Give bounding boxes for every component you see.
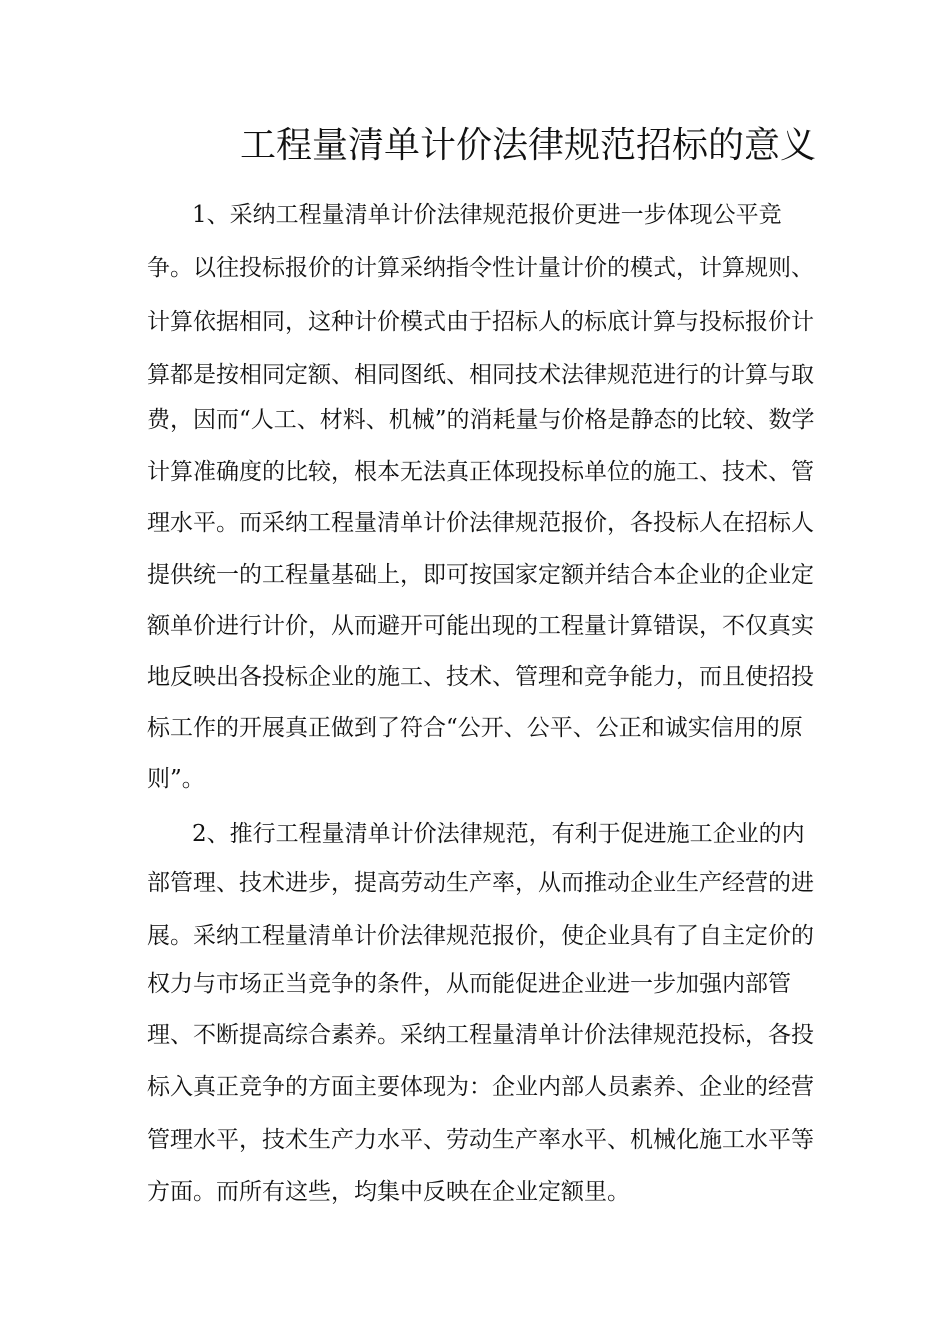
paragraph-2-line-4: 权力与市场正当竞争的条件，从而能促进企业进一步加强内部管 <box>147 971 791 997</box>
paragraph-2-line-3: 展。采纳工程量清单计价法律规范报价，使企业具有了自主定价的 <box>147 923 814 949</box>
paragraph-1-line-2: 争。以往投标报价的计算采纳指令性计量计价的模式，计算规则、 <box>147 255 814 281</box>
paragraph-1-line-7: 理水平。而采纳工程量清单计价法律规范报价，各投标人在招标人 <box>147 510 814 536</box>
paragraph-2-line-8: 方面。而所有这些，均集中反映在企业定额里。 <box>147 1179 630 1205</box>
paragraph-1-line-5: 费，因而“人工、材料、机械”的消耗量与价格是静态的比较、数学 <box>147 407 815 433</box>
paragraph-2-line-6: 标入真正竞争的方面主要体现为：企业内部人员素养、企业的经营 <box>147 1074 814 1100</box>
paragraph-2-line-7: 管理水平，技术生产力水平、劳动生产率水平、机械化施工水平等 <box>147 1127 814 1153</box>
paragraph-1-line-3: 计算依据相同，这种计价模式由于招标人的标底计算与投标报价计 <box>147 309 814 335</box>
paragraph-1-line-6: 计算准确度的比较，根本无法真正体现投标单位的施工、技术、管 <box>147 459 814 485</box>
page-title: 工程量清单计价法律规范招标的意义 <box>240 125 817 166</box>
paragraph-2-line-5: 理、不断提高综合素养。采纳工程量清单计价法律规范投标，各投 <box>147 1022 814 1048</box>
paragraph-2-line-1: 2、推行工程量清单计价法律规范，有利于促进施工企业的内 <box>192 821 805 847</box>
paragraph-1-line-4: 算都是按相同定额、相同图纸、相同技术法律规范进行的计算与取 <box>147 362 814 388</box>
paragraph-1-line-9: 额单价进行计价，从而避开可能出现的工程量计算错误，不仅真实 <box>147 613 814 639</box>
paragraph-2-line-2: 部管理、技术进步，提高劳动生产率，从而推动企业生产经营的进 <box>147 870 814 896</box>
paragraph-1-line-1: 1、采纳工程量清单计价法律规范报价更进一步体现公平竞 <box>192 202 782 228</box>
paragraph-1-line-11: 标工作的开展真正做到了符合“公开、公平、公正和诚实信用的原 <box>147 715 803 741</box>
paragraph-1-line-12: 则”。 <box>147 766 205 792</box>
paragraph-1-line-10: 地反映出各投标企业的施工、技术、管理和竞争能力，而且使招投 <box>147 664 814 690</box>
paragraph-1-line-8: 提供统一的工程量基础上，即可按国家定额并结合本企业的企业定 <box>147 562 814 588</box>
